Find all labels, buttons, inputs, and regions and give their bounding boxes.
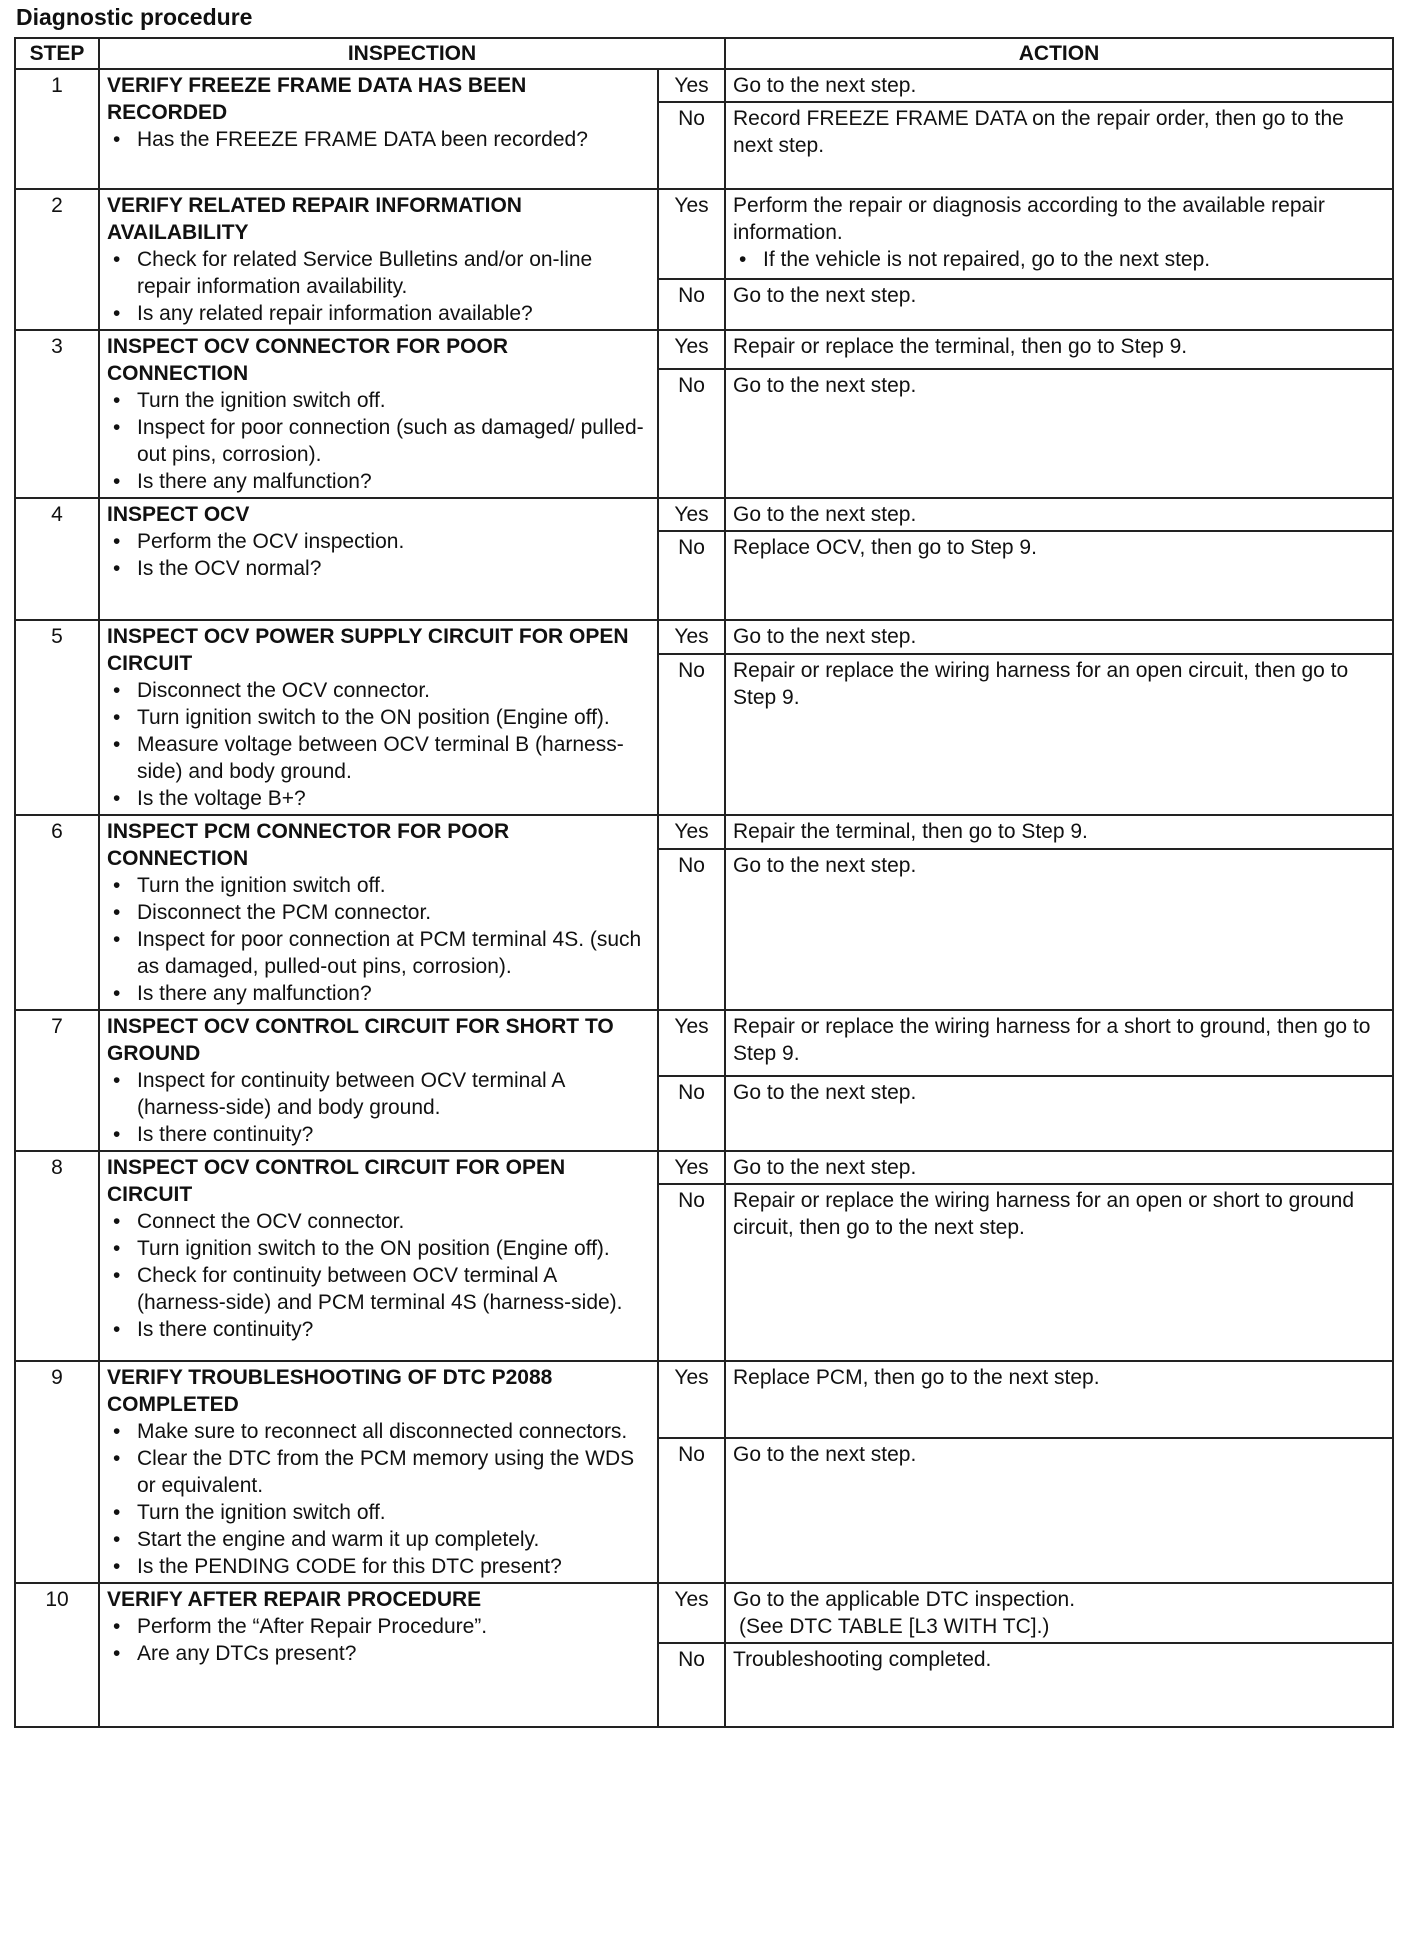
inspection-heading: INSPECT OCV CONNECTOR FOR POOR CONNECTION <box>107 335 508 385</box>
inspection-bullet: • Are any DTCs present? <box>137 1640 650 1667</box>
inspection-heading: INSPECT OCV CONTROL CIRCUIT FOR SHORT TO GROUND <box>107 1015 614 1065</box>
yes-label: Yes <box>658 1361 725 1438</box>
inspection-cell <box>99 620 658 815</box>
yes-action-bullet-list <box>733 246 1385 273</box>
step-number: 7 <box>15 1010 99 1151</box>
inspection-bullet: • Check for continuity between OCV terminal A (harness-side) and PCM terminal 4S (harness-side). <box>137 1262 650 1316</box>
no-action-text: Go to the next step. <box>725 369 1393 499</box>
inspection-bullet: • Start the engine and warm it up completely. <box>137 1526 650 1553</box>
yes-action-cell <box>725 1361 1393 1438</box>
no-action-text: Repair or replace the wiring harness for an open circuit, then go to Step 9. <box>725 654 1393 815</box>
procedure-row-step-9 <box>15 1361 1393 1438</box>
yes-action-cell <box>725 1151 1393 1184</box>
step-number: 5 <box>15 620 99 815</box>
inspection-bullet: • Turn the ignition switch off. <box>137 872 650 899</box>
inspection-bullet: • Is there any malfunction? <box>137 980 650 1007</box>
step-number: 10 <box>15 1583 99 1727</box>
inspection-bullet: • Disconnect the OCV connector. <box>137 677 650 704</box>
yes-label: Yes <box>658 498 725 531</box>
no-label: No <box>658 1184 725 1361</box>
yes-action-text: Go to the next step. <box>733 503 917 526</box>
inspection-cell <box>99 498 658 620</box>
yes-action-text: Go to the applicable DTC inspection. <box>733 1588 1076 1611</box>
yes-action-bullet: • If the vehicle is not repaired, go to the next step. <box>763 246 1385 273</box>
procedure-row-step-5 <box>15 620 1393 654</box>
inspection-bullet: • Has the FREEZE FRAME DATA been recorded? <box>137 126 650 153</box>
inspection-bullet: • Measure voltage between OCV terminal B (harness-side) and body ground. <box>137 731 650 785</box>
yes-action-text: Repair or replace the terminal, then go to Step 9. <box>733 335 1188 358</box>
inspection-heading: VERIFY AFTER REPAIR PROCEDURE <box>107 1588 482 1611</box>
yes-label: Yes <box>658 189 725 279</box>
inspection-column-header: INSPECTION <box>99 38 725 69</box>
procedure-row-step-4 <box>15 498 1393 531</box>
inspection-bullet: • Is there any malfunction? <box>137 468 650 495</box>
step-number: 8 <box>15 1151 99 1361</box>
no-label: No <box>658 1643 725 1727</box>
inspection-cell <box>99 189 658 330</box>
inspection-bullet: • Is there continuity? <box>137 1121 650 1148</box>
inspection-bullet: • Turn ignition switch to the ON position (Engine off). <box>137 1235 650 1262</box>
page-title: Diagnostic procedure <box>16 4 253 30</box>
table-header-row <box>15 38 1393 69</box>
no-label: No <box>658 654 725 815</box>
yes-action-text: Perform the repair or diagnosis according to the available repair information. <box>733 194 1325 244</box>
inspection-bullet: • Connect the OCV connector. <box>137 1208 650 1235</box>
inspection-bullet-list <box>107 1613 650 1667</box>
no-action-text: Troubleshooting completed. <box>725 1643 1393 1727</box>
inspection-bullet: • Turn the ignition switch off. <box>137 1499 650 1526</box>
inspection-bullet-list <box>107 677 650 812</box>
yes-label: Yes <box>658 1151 725 1184</box>
no-label: No <box>658 102 725 189</box>
inspection-heading: INSPECT OCV <box>107 503 250 526</box>
inspection-bullet: • Is the OCV normal? <box>137 555 650 582</box>
step-column-header: STEP <box>15 38 99 69</box>
step-number: 3 <box>15 330 99 498</box>
yes-action-cell <box>725 620 1393 654</box>
no-label: No <box>658 369 725 499</box>
inspection-bullet: • Inspect for continuity between OCV terminal A (harness-side) and body ground. <box>137 1067 650 1121</box>
no-action-text: Replace OCV, then go to Step 9. <box>725 531 1393 620</box>
step-number: 6 <box>15 815 99 1010</box>
no-action-text: Go to the next step. <box>725 279 1393 330</box>
inspection-bullet-list <box>107 1418 650 1580</box>
yes-action-text: Repair or replace the wiring harness for a short to ground, then go to Step 9. <box>733 1015 1371 1065</box>
no-action-text: Repair or replace the wiring harness for an open or short to ground circuit, then go to the next step. <box>725 1184 1393 1361</box>
yes-action-cell <box>725 189 1393 279</box>
inspection-bullet-list <box>107 1067 650 1148</box>
procedure-row-step-2 <box>15 189 1393 279</box>
yes-label: Yes <box>658 1583 725 1643</box>
inspection-heading: INSPECT OCV CONTROL CIRCUIT FOR OPEN CIRCUIT <box>107 1156 566 1206</box>
inspection-heading: VERIFY RELATED REPAIR INFORMATION AVAILABILITY <box>107 194 522 244</box>
yes-action-text: Go to the next step. <box>733 625 917 648</box>
inspection-heading: VERIFY TROUBLESHOOTING OF DTC P2088 COMPLETED <box>107 1366 553 1416</box>
yes-label: Yes <box>658 69 725 102</box>
inspection-cell <box>99 69 658 189</box>
no-action-text: Go to the next step. <box>725 849 1393 1010</box>
inspection-bullet: • Is there continuity? <box>137 1316 650 1343</box>
yes-action-note: (See DTC TABLE [L3 WITH TC].) <box>739 1615 1050 1638</box>
no-label: No <box>658 1076 725 1151</box>
yes-action-cell <box>725 69 1393 102</box>
inspection-bullet: • Turn ignition switch to the ON position (Engine off). <box>137 704 650 731</box>
inspection-bullet: • Perform the “After Repair Procedure”. <box>137 1613 650 1640</box>
procedure-row-step-1 <box>15 69 1393 102</box>
yes-label: Yes <box>658 330 725 369</box>
no-label: No <box>658 279 725 330</box>
yes-action-cell <box>725 1583 1393 1643</box>
inspection-bullet: • Clear the DTC from the PCM memory using the WDS or equivalent. <box>137 1445 650 1499</box>
inspection-bullet: • Is the voltage B+? <box>137 785 650 812</box>
step-number: 1 <box>15 69 99 189</box>
inspection-cell <box>99 1151 658 1361</box>
yes-label: Yes <box>658 1010 725 1076</box>
yes-action-text: Repair the terminal, then go to Step 9. <box>733 820 1088 843</box>
inspection-bullet: • Perform the OCV inspection. <box>137 528 650 555</box>
no-label: No <box>658 1438 725 1583</box>
no-action-text: Go to the next step. <box>725 1076 1393 1151</box>
inspection-bullet-list <box>107 1208 650 1343</box>
inspection-bullet-list <box>107 246 650 327</box>
inspection-bullet: • Check for related Service Bulletins and/or on-line repair information availability. <box>137 246 650 300</box>
inspection-bullet-list <box>107 872 650 1007</box>
inspection-bullet: • Inspect for poor connection at PCM terminal 4S. (such as damaged, pulled-out pins, corrosion). <box>137 926 650 980</box>
yes-label: Yes <box>658 620 725 654</box>
inspection-cell <box>99 1010 658 1151</box>
inspection-bullet: • Turn the ignition switch off. <box>137 387 650 414</box>
no-action-text: Record FREEZE FRAME DATA on the repair order, then go to the next step. <box>725 102 1393 189</box>
inspection-bullet: • Inspect for poor connection (such as damaged/ pulled-out pins, corrosion). <box>137 414 650 468</box>
inspection-cell <box>99 330 658 498</box>
yes-action-cell <box>725 815 1393 849</box>
inspection-cell <box>99 1583 658 1727</box>
inspection-bullet: • Is any related repair information available? <box>137 300 650 327</box>
inspection-bullet: • Make sure to reconnect all disconnected connectors. <box>137 1418 650 1445</box>
inspection-heading: VERIFY FREEZE FRAME DATA HAS BEEN RECORDED <box>107 74 527 124</box>
inspection-cell <box>99 815 658 1010</box>
yes-action-cell <box>725 498 1393 531</box>
inspection-cell <box>99 1361 658 1583</box>
inspection-bullet: • Disconnect the PCM connector. <box>137 899 650 926</box>
diagnostic-procedure-table <box>14 37 1394 1728</box>
no-label: No <box>658 531 725 620</box>
yes-label: Yes <box>658 815 725 849</box>
step-number: 9 <box>15 1361 99 1583</box>
inspection-heading: INSPECT PCM CONNECTOR FOR POOR CONNECTION <box>107 820 510 870</box>
procedure-row-step-6 <box>15 815 1393 849</box>
action-column-header: ACTION <box>725 38 1393 69</box>
no-action-text: Go to the next step. <box>725 1438 1393 1583</box>
yes-action-cell <box>725 1010 1393 1076</box>
no-label: No <box>658 849 725 1010</box>
yes-action-cell <box>725 330 1393 369</box>
procedure-row-step-7 <box>15 1010 1393 1076</box>
step-number: 2 <box>15 189 99 330</box>
yes-action-text: Replace PCM, then go to the next step. <box>733 1366 1100 1389</box>
inspection-bullet-list <box>107 387 650 495</box>
yes-action-text: Go to the next step. <box>733 1156 917 1179</box>
inspection-bullet-list <box>107 126 650 153</box>
inspection-heading: INSPECT OCV POWER SUPPLY CIRCUIT FOR OPEN CIRCUIT <box>107 625 629 675</box>
inspection-bullet: • Is the PENDING CODE for this DTC present? <box>137 1553 650 1580</box>
procedure-row-step-8 <box>15 1151 1393 1184</box>
yes-action-text: Go to the next step. <box>733 74 917 97</box>
inspection-bullet-list <box>107 528 650 582</box>
procedure-row-step-10 <box>15 1583 1393 1643</box>
procedure-row-step-3 <box>15 330 1393 369</box>
step-number: 4 <box>15 498 99 620</box>
